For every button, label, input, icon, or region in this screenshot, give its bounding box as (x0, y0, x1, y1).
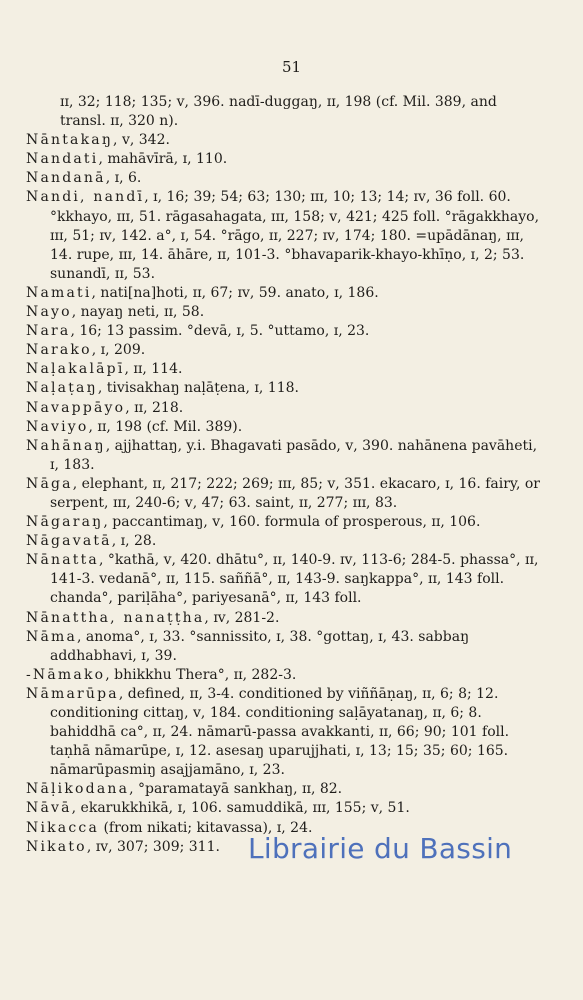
entry-headword: Nāmarūpa (26, 685, 119, 702)
entry-text: (from nikati; kitavassa), ɪ, 24. (99, 819, 313, 836)
entry-text: , ɪ, 6. (105, 170, 142, 187)
dictionary-entry (26, 513, 546, 532)
entry-headword: Narako (26, 342, 92, 359)
dictionary-entry (26, 628, 546, 666)
entry-text: , ekarukkhikā, ɪ, 106. samuddikā, ɪɪɪ, 155; ᴠ, 51. (71, 800, 410, 817)
entry-text: , °kathā, ᴠ, 420. dhātu°, ɪɪ, 140-9. ɪᴠ, 113-6; 284-5. phassa°, ɪɪ, 141-3. vedanā°, ɪɪ, 115. saññā°, ɪɪ, 143-9. saŋkappa°, ɪɪ, 143 foll. chanda°, pariḷāha°, pariyesanā°, ɪɪ, 143 foll. (50, 552, 539, 607)
entry-text: , defined, ɪɪ, 3-4. conditioned by viññāṇaŋ, ɪɪ, 6; 8; 12. conditioning cittaŋ, ᴠ, 184. conditioning saḷāyatanaŋ, ɪɪ, 6; 8. bahiddhā ca°, ɪɪ, 24. nāmarū-passa avakkanti, ɪɪ, 66; 90; 101 foll. taṇhā nāmarūpe, ɪ, 12. asesaŋ uparujjhati, ɪ, 13; 15; 35; 60; 165. nāmarūpasmiŋ asajjamāno, ɪ, 23. (50, 685, 510, 779)
entry-headword: Nānattha, nanaṭṭha (26, 609, 205, 626)
watermark-text: Librairie du Bassin (248, 832, 513, 865)
dictionary-entry (26, 341, 546, 360)
entry-headword: Nayo (26, 304, 72, 321)
entry-text: , ɪɪ, 198 (cf. Mil. 389). (88, 418, 243, 435)
dictionary-entry (26, 303, 546, 322)
entry-text: , anoma°, ɪ, 33. °sannissito, ɪ, 38. °gottaŋ, ɪ, 43. sabbaŋ addhabhavi, ɪ, 39. (50, 628, 470, 664)
entry-headword: Nandati (26, 151, 99, 168)
entry-text: , tivisakhaŋ naḷāṭena, ɪ, 118. (97, 380, 299, 397)
dictionary-entry (26, 819, 546, 838)
dictionary-entry (26, 532, 546, 551)
entry-text: , paccantimaŋ, ᴠ, 160. formula of prosperous, ɪɪ, 106. (103, 514, 481, 531)
dictionary-entry (26, 188, 546, 283)
entry-headword: Nara (26, 323, 71, 340)
entry-text: , ᴠ, 342. (113, 132, 170, 149)
entry-text: , ɪᴠ, 307; 309; 311. (86, 838, 220, 855)
entry-headword: Nāgaraŋ (26, 514, 104, 531)
entry-headword: Nandi, nandī (26, 189, 145, 206)
entry-headword: Nānatta (26, 552, 99, 569)
entry-text: , ɪ, 209. (91, 342, 146, 359)
dictionary-entry (26, 93, 546, 131)
dictionary-entry (26, 437, 546, 475)
entry-text: , ɪᴠ, 281-2. (204, 609, 280, 626)
entry-headword: Nikacca (26, 819, 99, 836)
entry-text: , nati[na]hoti, ɪɪ, 67; ɪᴠ, 59. anato, ɪ, 186. (91, 284, 379, 301)
entry-text: , ajjhattaŋ, y.i. Bhagavati pasādo, ᴠ, 390. nahānena pavāheti, ɪ, 183. (50, 437, 538, 473)
entry-headword: Nahānaŋ (26, 437, 106, 454)
entry-list (26, 93, 546, 857)
entry-headword: Nāgavatā (26, 533, 112, 550)
dictionary-entry (26, 284, 546, 303)
entry-headword: Naḷaṭaŋ (26, 380, 98, 397)
dictionary-entry (26, 150, 546, 169)
entry-text: , nayaŋ neti, ɪɪ, 58. (71, 304, 205, 321)
entry-text: , mahāvīrā, ɪ, 110. (98, 151, 228, 168)
dictionary-entry (26, 418, 546, 437)
entry-headword: Namati (26, 284, 92, 301)
entry-headword: Naḷakalāpī (26, 361, 125, 378)
entry-text: , ɪ, 28. (111, 533, 157, 550)
page-number: 51 (281, 58, 302, 76)
entry-text: , bhikkhu Thera°, ɪɪ, 282-3. (105, 666, 297, 683)
dictionary-entry (26, 780, 546, 799)
entry-text: , ɪɪ, 218. (125, 399, 184, 416)
dictionary-entry (26, 399, 546, 418)
dictionary-entry (26, 169, 546, 188)
dictionary-entry (26, 609, 546, 628)
dictionary-entry (26, 360, 546, 379)
entry-text: , ɪ, 16; 39; 54; 63; 130; ɪɪɪ, 10; 13; 14; ɪᴠ, 36 foll. 60. °kkhayo, ɪɪɪ, 51. rāgasahagata, ɪɪɪ, 158; ᴠ, 421; 425 foll. °rāgakkhayo, ɪɪɪ, 51; ɪᴠ, 142. a°, ɪ, 54. °rāgo, ɪɪ, 227; ɪᴠ, 174; 180. =upādānaŋ, ɪɪɪ, 14. rupe, ɪɪɪ, 14. āhāre, ɪɪ, 101-3. °bhavaparik-khayo-khīṇo, ɪ, 2; 53. sunandī, ɪɪ, 53. (50, 189, 540, 282)
entry-text: , elephant, ɪɪ, 217; 222; 269; ɪɪɪ, 85; ᴠ, 351. ekacaro, ɪ, 16. fairy, or serpent, ɪɪɪ, 240-6; ᴠ, 47; 63. saint, ɪɪ, 277; ɪɪɪ, 83. (50, 475, 540, 511)
dictionary-entry (26, 666, 546, 685)
dictionary-entry (26, 475, 546, 513)
dictionary-entry (26, 551, 546, 608)
dictionary-entry (26, 838, 546, 857)
entry-text: , 16; 13 passim. °devā, ɪ, 5. °uttamo, ɪ, 23. (70, 323, 370, 340)
entry-text: ɪɪ, 32; 118; 135; ᴠ, 396. nadī-duggaŋ, ɪɪ, 198 (cf. Mil. 389, and transl. ɪɪ, 320 n). (60, 94, 497, 130)
entry-headword: Navappāyo (26, 399, 126, 416)
entry-headword: Nikato (26, 838, 87, 855)
entry-text: , °paramatayā sankhaŋ, ɪɪ, 82. (129, 781, 343, 798)
dictionary-entry (26, 685, 546, 780)
entry-text: , ɪɪ, 114. (124, 361, 183, 378)
dictionary-entry (26, 131, 546, 150)
entry-headword: -Nāmako (26, 666, 106, 683)
entry-headword: Nāvā (26, 800, 72, 817)
entry-headword: Nāma (26, 628, 78, 645)
entry-headword: Naviyo (26, 418, 89, 435)
dictionary-entry (26, 799, 546, 818)
entry-headword: Nāḷikodana (26, 781, 130, 798)
dictionary-entry (26, 322, 546, 341)
entry-headword: Nāga (26, 475, 73, 492)
entry-headword: Nandanā (26, 170, 106, 187)
dictionary-entry (26, 379, 546, 398)
entry-headword: Nāntakaŋ (26, 132, 114, 149)
